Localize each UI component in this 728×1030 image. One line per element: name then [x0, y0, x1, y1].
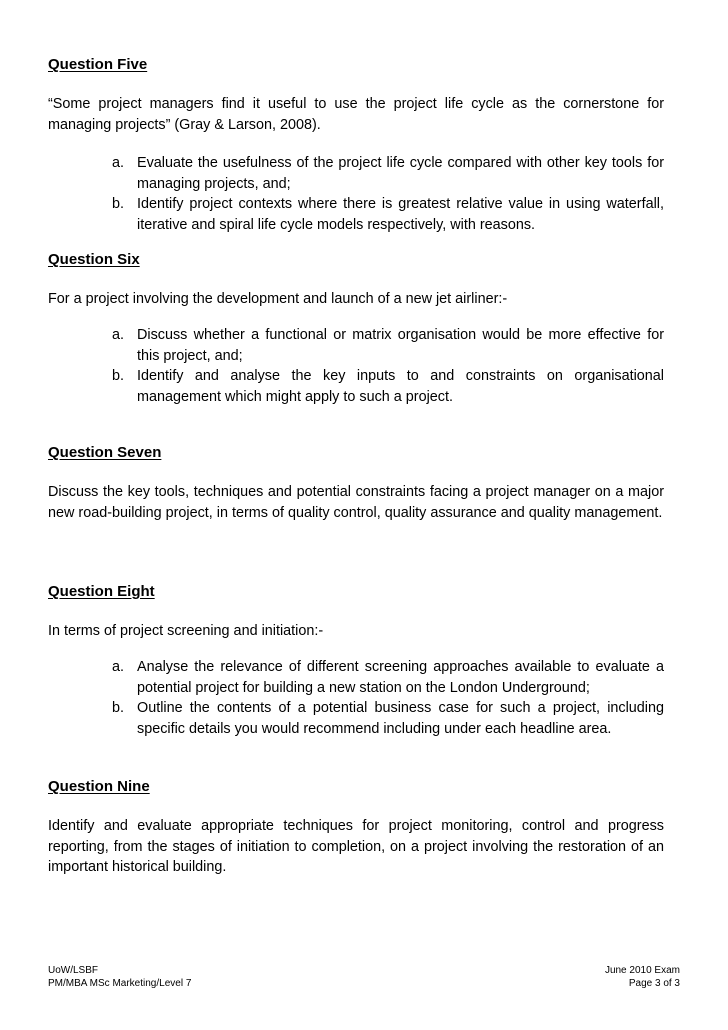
list-item	[112, 657, 664, 698]
list-marker: a.	[112, 155, 125, 171]
list-marker: a.	[112, 659, 125, 675]
list-marker: a.	[112, 327, 125, 343]
list-item	[112, 698, 664, 739]
question-five-intro: “Some project managers find it useful to use the project life cycle as the cornerstone for managing projects” (Gray & Larson, 2008).	[48, 96, 664, 133]
question-six-heading: Question Six	[48, 251, 140, 268]
question-seven-heading: Question Seven	[48, 444, 162, 461]
footer-page-number: Page 3 of 3	[628, 978, 680, 989]
question-nine-intro: Identify and evaluate appropriate techniques for project monitoring, control and progress reporting, from the stages of initiation to completion, on a project involving the restoration of an important historical building.	[48, 818, 664, 875]
question-nine-heading: Question Nine	[48, 778, 150, 795]
list-item-text: Outline the contents of a potential business case for such a project, including specific details you would recommend including under each headline area.	[137, 700, 664, 737]
footer-right	[605, 964, 680, 990]
list-marker: b.	[112, 700, 125, 716]
list-item-text: Identify and analyse the key inputs to and constraints on organisational management which might apply to such a project.	[137, 368, 664, 405]
list-item	[112, 325, 664, 366]
list-item-text: Discuss whether a functional or matrix organisation would be more effective for this project, and;	[137, 327, 664, 364]
question-eight-heading: Question Eight	[48, 583, 155, 600]
footer-institution: UoW/LSBF	[48, 965, 99, 976]
question-five-list	[112, 153, 664, 235]
question-five-heading: Question Five	[48, 56, 148, 73]
list-marker: b.	[112, 196, 125, 212]
question-six-list	[112, 325, 664, 407]
list-item-text: Identify project contexts where there is greatest relative value in using waterfall, iterative and spiral life cycle models respectively, with reasons.	[137, 196, 664, 233]
question-eight-intro: In terms of project screening and initiation:-	[48, 623, 324, 639]
question-eight-list	[112, 657, 664, 739]
list-marker: b.	[112, 368, 125, 384]
footer-left	[48, 964, 191, 990]
question-seven-intro: Discuss the key tools, techniques and potential constraints facing a project manager on a major new road-building project, in terms of quality control, quality assurance and quality management.	[48, 484, 664, 521]
list-item-text: Evaluate the usefulness of the project life cycle compared with other key tools for managing projects, and;	[137, 155, 664, 192]
list-item	[112, 153, 664, 194]
list-item	[112, 194, 664, 235]
list-item-text: Analyse the relevance of different screening approaches available to evaluate a potential project for building a new station on the London Underground;	[137, 659, 664, 696]
list-item	[112, 366, 664, 407]
footer-exam-date: June 2010 Exam	[604, 965, 680, 976]
question-six-intro: For a project involving the development and launch of a new jet airliner:-	[48, 291, 508, 307]
footer-course: PM/MBA MSc Marketing/Level 7	[48, 978, 192, 989]
